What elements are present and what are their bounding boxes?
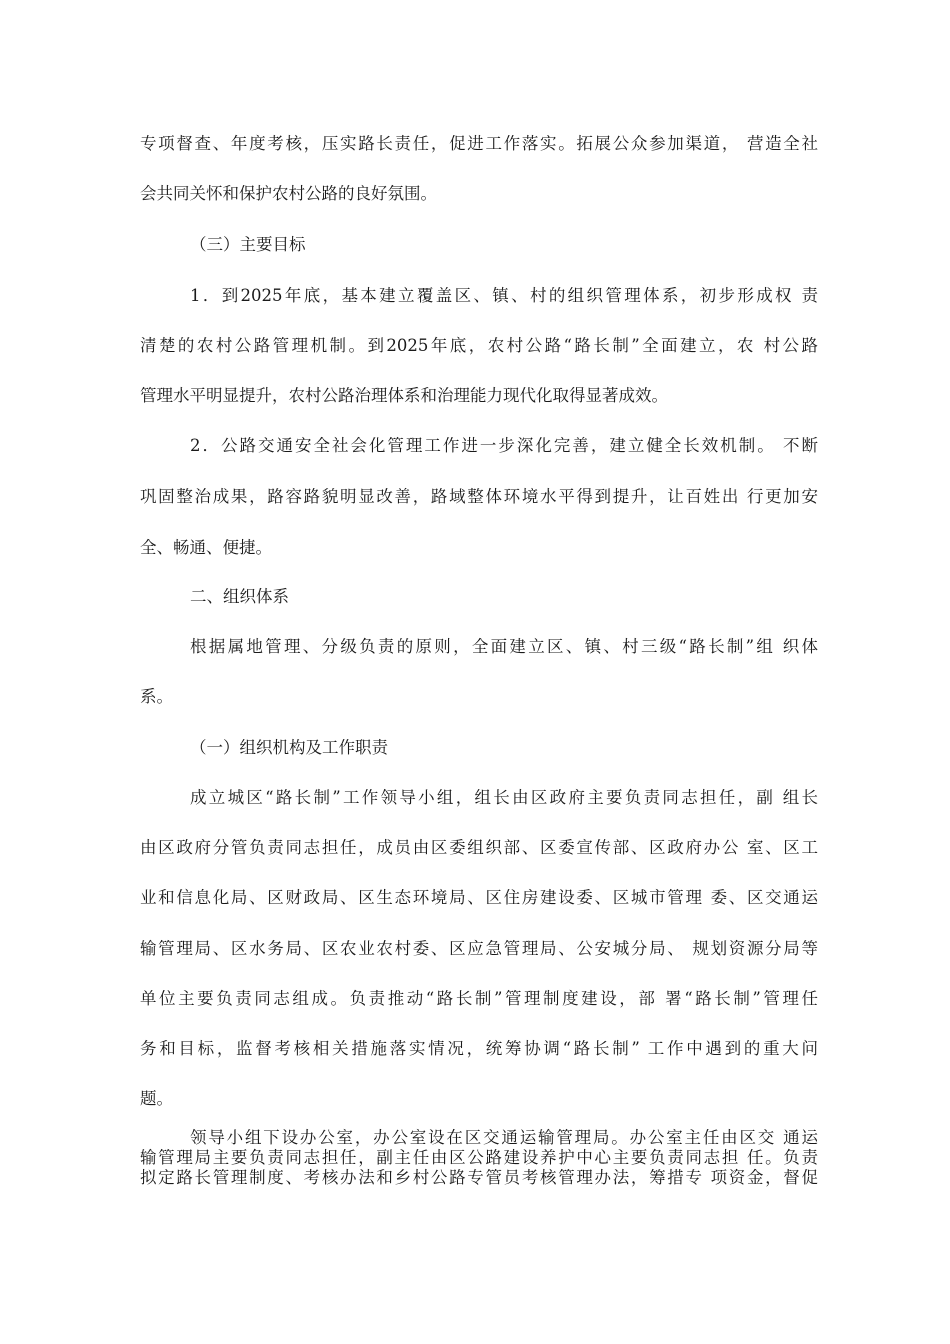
- paragraph-line: 拟定路长管理制度、考核办法和乡村公路专管员考核管理办法，筹措专 项资金，督促: [140, 1168, 818, 1187]
- paragraph-line: 业和信息化局、区财政局、区生态环境局、区住房建设委、区城市管理 委、区交通运: [140, 888, 818, 907]
- paragraph-line: 会共同关怀和保护农村公路的良好氛围。: [140, 184, 437, 203]
- section-heading: 二、组织体系: [190, 587, 289, 606]
- paragraph-line: 专项督查、年度考核，压实路长责任，促进工作落实。拓展公众参加渠道， 营造全社: [140, 134, 818, 153]
- paragraph-line: 管理水平明显提升，农村公路治理体系和治理能力现代化取得显著成效。: [140, 386, 668, 405]
- paragraph-line: 单位主要负责同志组成。负责推动“路长制”管理制度建设，部 署“路长制”管理任: [140, 989, 818, 1008]
- paragraph-line: 务和目标，监督考核相关措施落实情况，统筹协调“路长制” 工作中遇到的重大问: [140, 1039, 818, 1058]
- paragraph-line: 清楚的农村公路管理机制。到2025年底，农村公路“路长制”全面建立，农 村公路: [140, 336, 818, 355]
- paragraph-line: 成立城区“路长制”工作领导小组，组长由区政府主要负责同志担任，副 组长: [190, 788, 818, 807]
- paragraph-line: 由区政府分管负责同志担任，成员由区委组织部、区委宣传部、区政府办公 室、区工: [140, 838, 818, 857]
- paragraph-line: 根据属地管理、分级负责的原则，全面建立区、镇、村三级“路长制”组 织体: [190, 637, 818, 656]
- paragraph-line: 输管理局主要负责同志担任，副主任由区公路建设养护中心主要负责同志担 任。负责: [140, 1148, 818, 1167]
- section-heading: （一）组织机构及工作职责: [190, 738, 388, 757]
- paragraph-line: 2．公路交通安全社会化管理工作进一步深化完善，建立健全长效机制。 不断: [190, 436, 818, 455]
- paragraph-line: 题。: [140, 1089, 173, 1108]
- paragraph-line: 1．到2025年底，基本建立覆盖区、镇、村的组织管理体系，初步形成权 责: [190, 286, 818, 305]
- paragraph-line: 输管理局、区水务局、区农业农村委、区应急管理局、公安城分局、 规划资源分局等: [140, 939, 818, 958]
- paragraph-line: 巩固整治成果，路容路貌明显改善，路域整体环境水平得到提升，让百姓出 行更加安: [140, 487, 818, 506]
- paragraph-line: 系。: [140, 687, 173, 706]
- paragraph-line: 领导小组下设办公室，办公室设在区交通运输管理局。办公室主任由区交 通运: [190, 1128, 818, 1147]
- paragraph-line: 全、畅通、便捷。: [140, 538, 272, 557]
- section-heading: （三）主要目标: [190, 235, 306, 254]
